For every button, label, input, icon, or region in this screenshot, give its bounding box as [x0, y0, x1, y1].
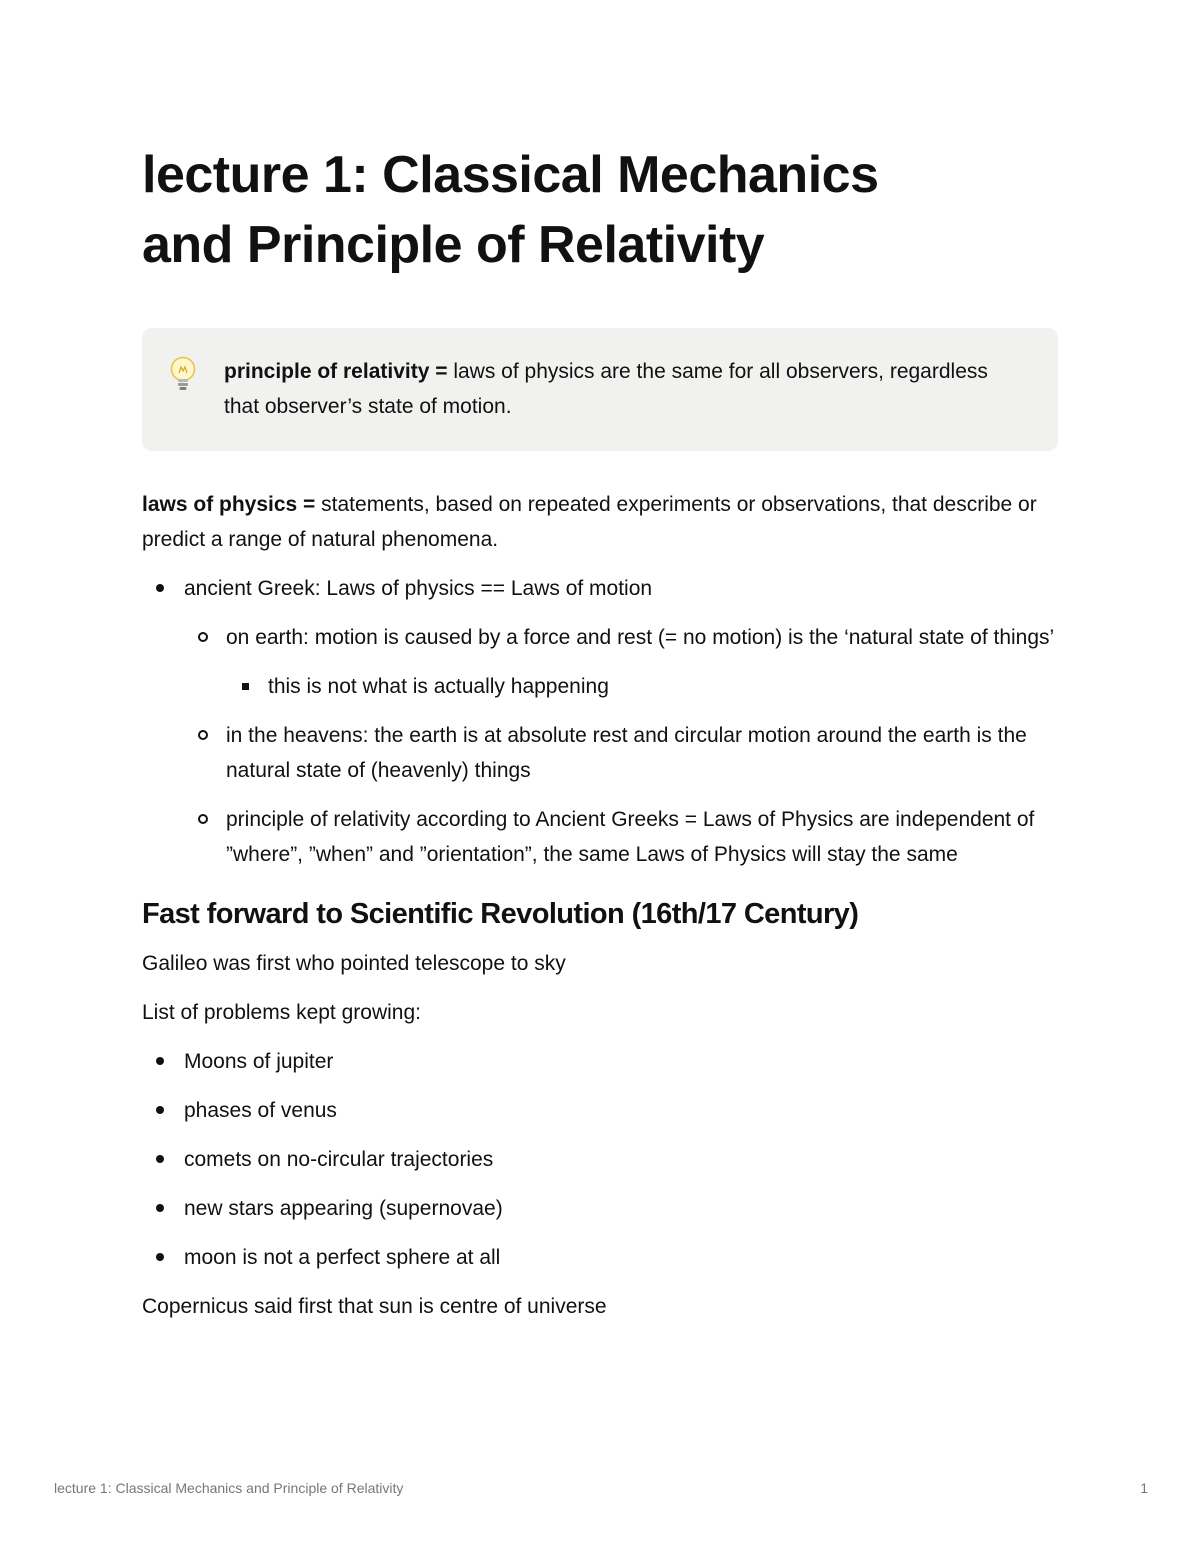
list-item-text: in the heavens: the earth is at absolute rest and circular motion around the earth is the natural state of (heavenly) things [226, 724, 1027, 782]
list-item [142, 1044, 1058, 1079]
bullet-disc-icon [156, 584, 164, 592]
callout-box [142, 328, 1058, 451]
callout-text [224, 354, 1026, 424]
greek-subsublist [226, 669, 1058, 704]
list-item [142, 1142, 1058, 1177]
problems-intro: List of problems kept growing: [142, 1001, 421, 1024]
page-number: 1 [1140, 1480, 1148, 1496]
list-item [142, 1093, 1058, 1128]
bullet-circle-icon [198, 730, 208, 740]
list-item-text: moon is not a perfect sphere at all [184, 1246, 501, 1269]
galileo-paragraph: Galileo was first who pointed telescope to sky [142, 952, 566, 975]
page-title [142, 140, 1058, 280]
list-item [142, 1191, 1058, 1226]
laws-term: laws of physics = [142, 493, 316, 516]
problems-list [142, 1044, 1058, 1275]
list-item-text: on earth: motion is caused by a force and rest (= no motion) is the ‘natural state of things’ [226, 626, 1055, 649]
laws-definition: statements, based on repeated experiments or observations, that describe or predict a range of natural phenomena. [142, 493, 1037, 551]
greek-list [142, 571, 1058, 872]
bullet-disc-icon [156, 1106, 164, 1114]
title-line-2: and Principle of Relativity [142, 216, 765, 274]
list-item [142, 1240, 1058, 1275]
bullet-circle-icon [198, 632, 208, 642]
list-item [226, 669, 1058, 704]
title-line-1: lecture 1: Classical Mechanics [142, 146, 879, 204]
list-item [184, 802, 1058, 872]
bullet-circle-icon [198, 814, 208, 824]
callout-definition: laws of physics are the same for all observers, regardless that observer’s state of motion. [224, 360, 988, 418]
callout-term: principle of relativity = [224, 360, 448, 383]
list-item-text: Moons of jupiter [184, 1050, 334, 1073]
bullet-disc-icon [156, 1204, 164, 1212]
page-content [142, 140, 1058, 1324]
list-item-text: new stars appearing (supernovae) [184, 1197, 503, 1220]
laws-of-physics-paragraph [142, 487, 1058, 557]
list-item-text: principle of relativity according to Ancient Greeks = Laws of Physics are independent of ”where”, ”when” and ”orientation”, the same Laws of Physics will stay the same [226, 808, 1035, 866]
section-heading: Fast forward to Scientific Revolution (16th/17 Century) [142, 898, 859, 930]
list-item-text: this is not what is actually happening [268, 675, 609, 698]
bullet-disc-icon [156, 1057, 164, 1065]
greek-sublist [184, 620, 1058, 872]
footer-title: lecture 1: Classical Mechanics and Principle of Relativity [54, 1480, 404, 1496]
lightbulb-icon [170, 354, 224, 399]
bullet-square-icon [242, 683, 249, 690]
bullet-disc-icon [156, 1155, 164, 1163]
list-item [184, 620, 1058, 704]
list-item-text: ancient Greek: Laws of physics == Laws of motion [184, 577, 653, 600]
list-item [184, 718, 1058, 788]
copernicus-paragraph: Copernicus said first that sun is centre of universe [142, 1295, 607, 1318]
bullet-disc-icon [156, 1253, 164, 1261]
list-item-text: comets on no-circular trajectories [184, 1148, 494, 1171]
list-item [142, 571, 1058, 872]
list-item-text: phases of venus [184, 1099, 337, 1122]
